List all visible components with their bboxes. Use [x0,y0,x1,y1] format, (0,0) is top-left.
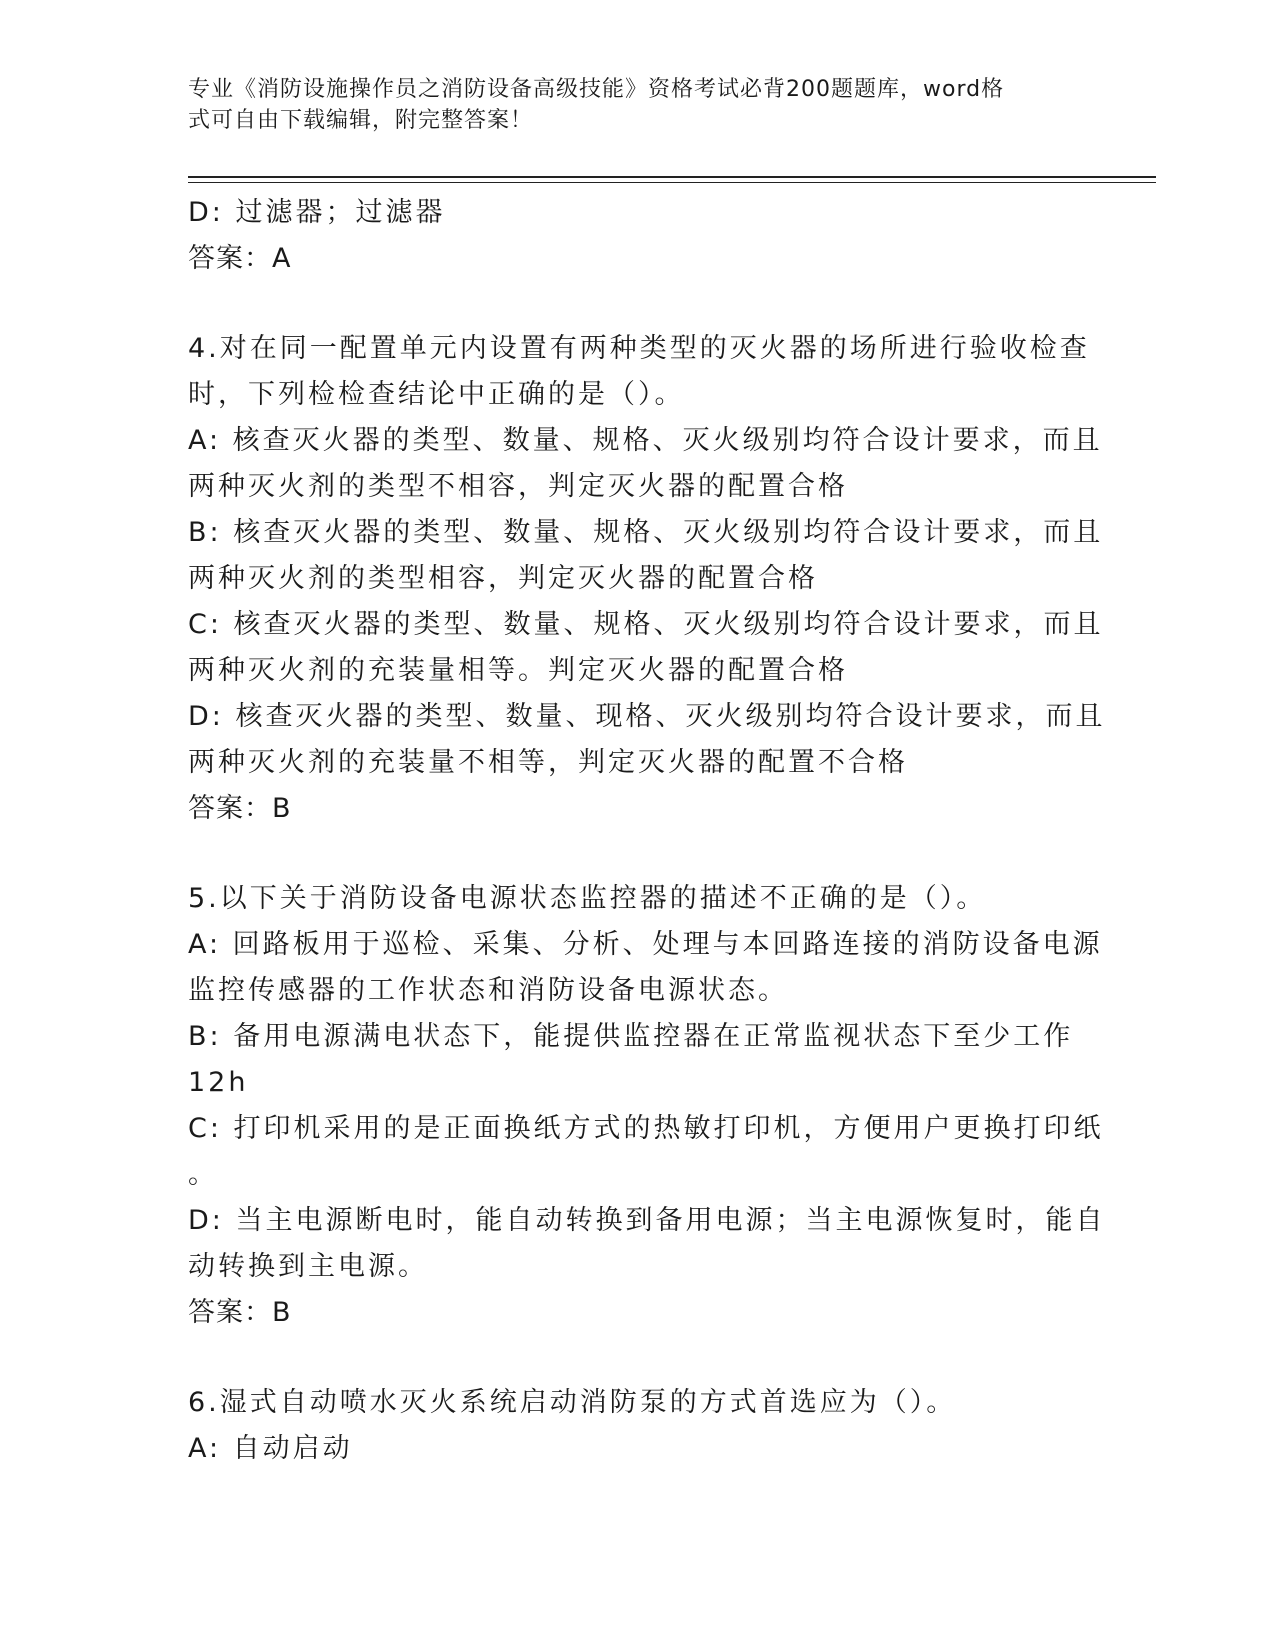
document-header [188,74,1068,136]
spacer [188,832,1088,876]
question-stem: 5.以下关于消防设备电源状态监控器的描述不正确的是（）。 [188,883,987,914]
option-c: C: 打印机采用的是正面换纸方式的热敏打印机，方便用户更换打印纸 [188,1113,1104,1144]
option-d: D: 当主电源断电时，能自动转换到备用电源；当主电源恢复时，能自 [188,1205,1106,1236]
option-a-cont: 两种灭火剂的类型不相容，判定灭火器的配置合格 [188,471,848,502]
option-d: D: 核查灭火器的类型、数量、现格、灭火级别均符合设计要求，而且 [188,701,1106,732]
header-divider-thin [188,182,1156,183]
question-stem: 6.湿式自动喷水灭火系统启动消防泵的方式首选应为（）。 [188,1387,957,1418]
option-b: B: 核查灭火器的类型、数量、规格、灭火级别均符合设计要求，而且 [188,517,1104,548]
question-5 [188,876,1106,1336]
question-6 [188,1380,1088,1472]
option-c-cont: 两种灭火剂的充装量相等。判定灭火器的配置合格 [188,655,848,686]
header-line-1: 专业《消防设施操作员之消防设备高级技能》资格考试必背200题题库，word格 [188,77,1005,102]
option-d-cont: 动转换到主电源。 [188,1251,428,1282]
option-b: B: 备用电源满电状态下，能提供监控器在正常监视状态下至少工作 [188,1021,1074,1052]
spacer [188,1336,1088,1380]
option-d-cont: 两种灭火剂的充装量不相等，判定灭火器的配置不合格 [188,747,908,778]
question-4 [188,326,1106,832]
option-a-cont: 监控传感器的工作状态和消防设备电源状态。 [188,975,788,1006]
answer-line: 答案：A [188,243,292,274]
question-stem: 4.对在同一配置单元内设置有两种类型的灭火器的场所进行验收检查 [188,333,1090,364]
option-b-cont: 12h [188,1067,249,1098]
option-d: D: 过滤器；过滤器 [188,197,446,228]
answer-line: 答案：B [188,1297,292,1328]
option-a: A: 核查灭火器的类型、数量、规格、灭火级别均符合设计要求，而且 [188,425,1103,456]
option-a: A: 回路板用于巡检、采集、分析、处理与本回路连接的消防设备电源 [188,929,1103,960]
question-stem: 时，下列检检查结论中正确的是（）。 [188,379,685,410]
prev-question [188,190,1088,282]
option-b-cont: 两种灭火剂的类型相容，判定灭火器的配置合格 [188,563,818,594]
option-c: C: 核查灭火器的类型、数量、规格、灭火级别均符合设计要求，而且 [188,609,1104,640]
header-divider-thick [188,176,1156,178]
option-a: A: 自动启动 [188,1433,353,1464]
header-line-2: 式可自由下载编辑，附完整答案！ [188,108,534,133]
document-body [188,190,1106,1472]
spacer [188,282,1088,326]
option-c-cont: 。 [188,1159,218,1190]
answer-line: 答案：B [188,793,292,824]
